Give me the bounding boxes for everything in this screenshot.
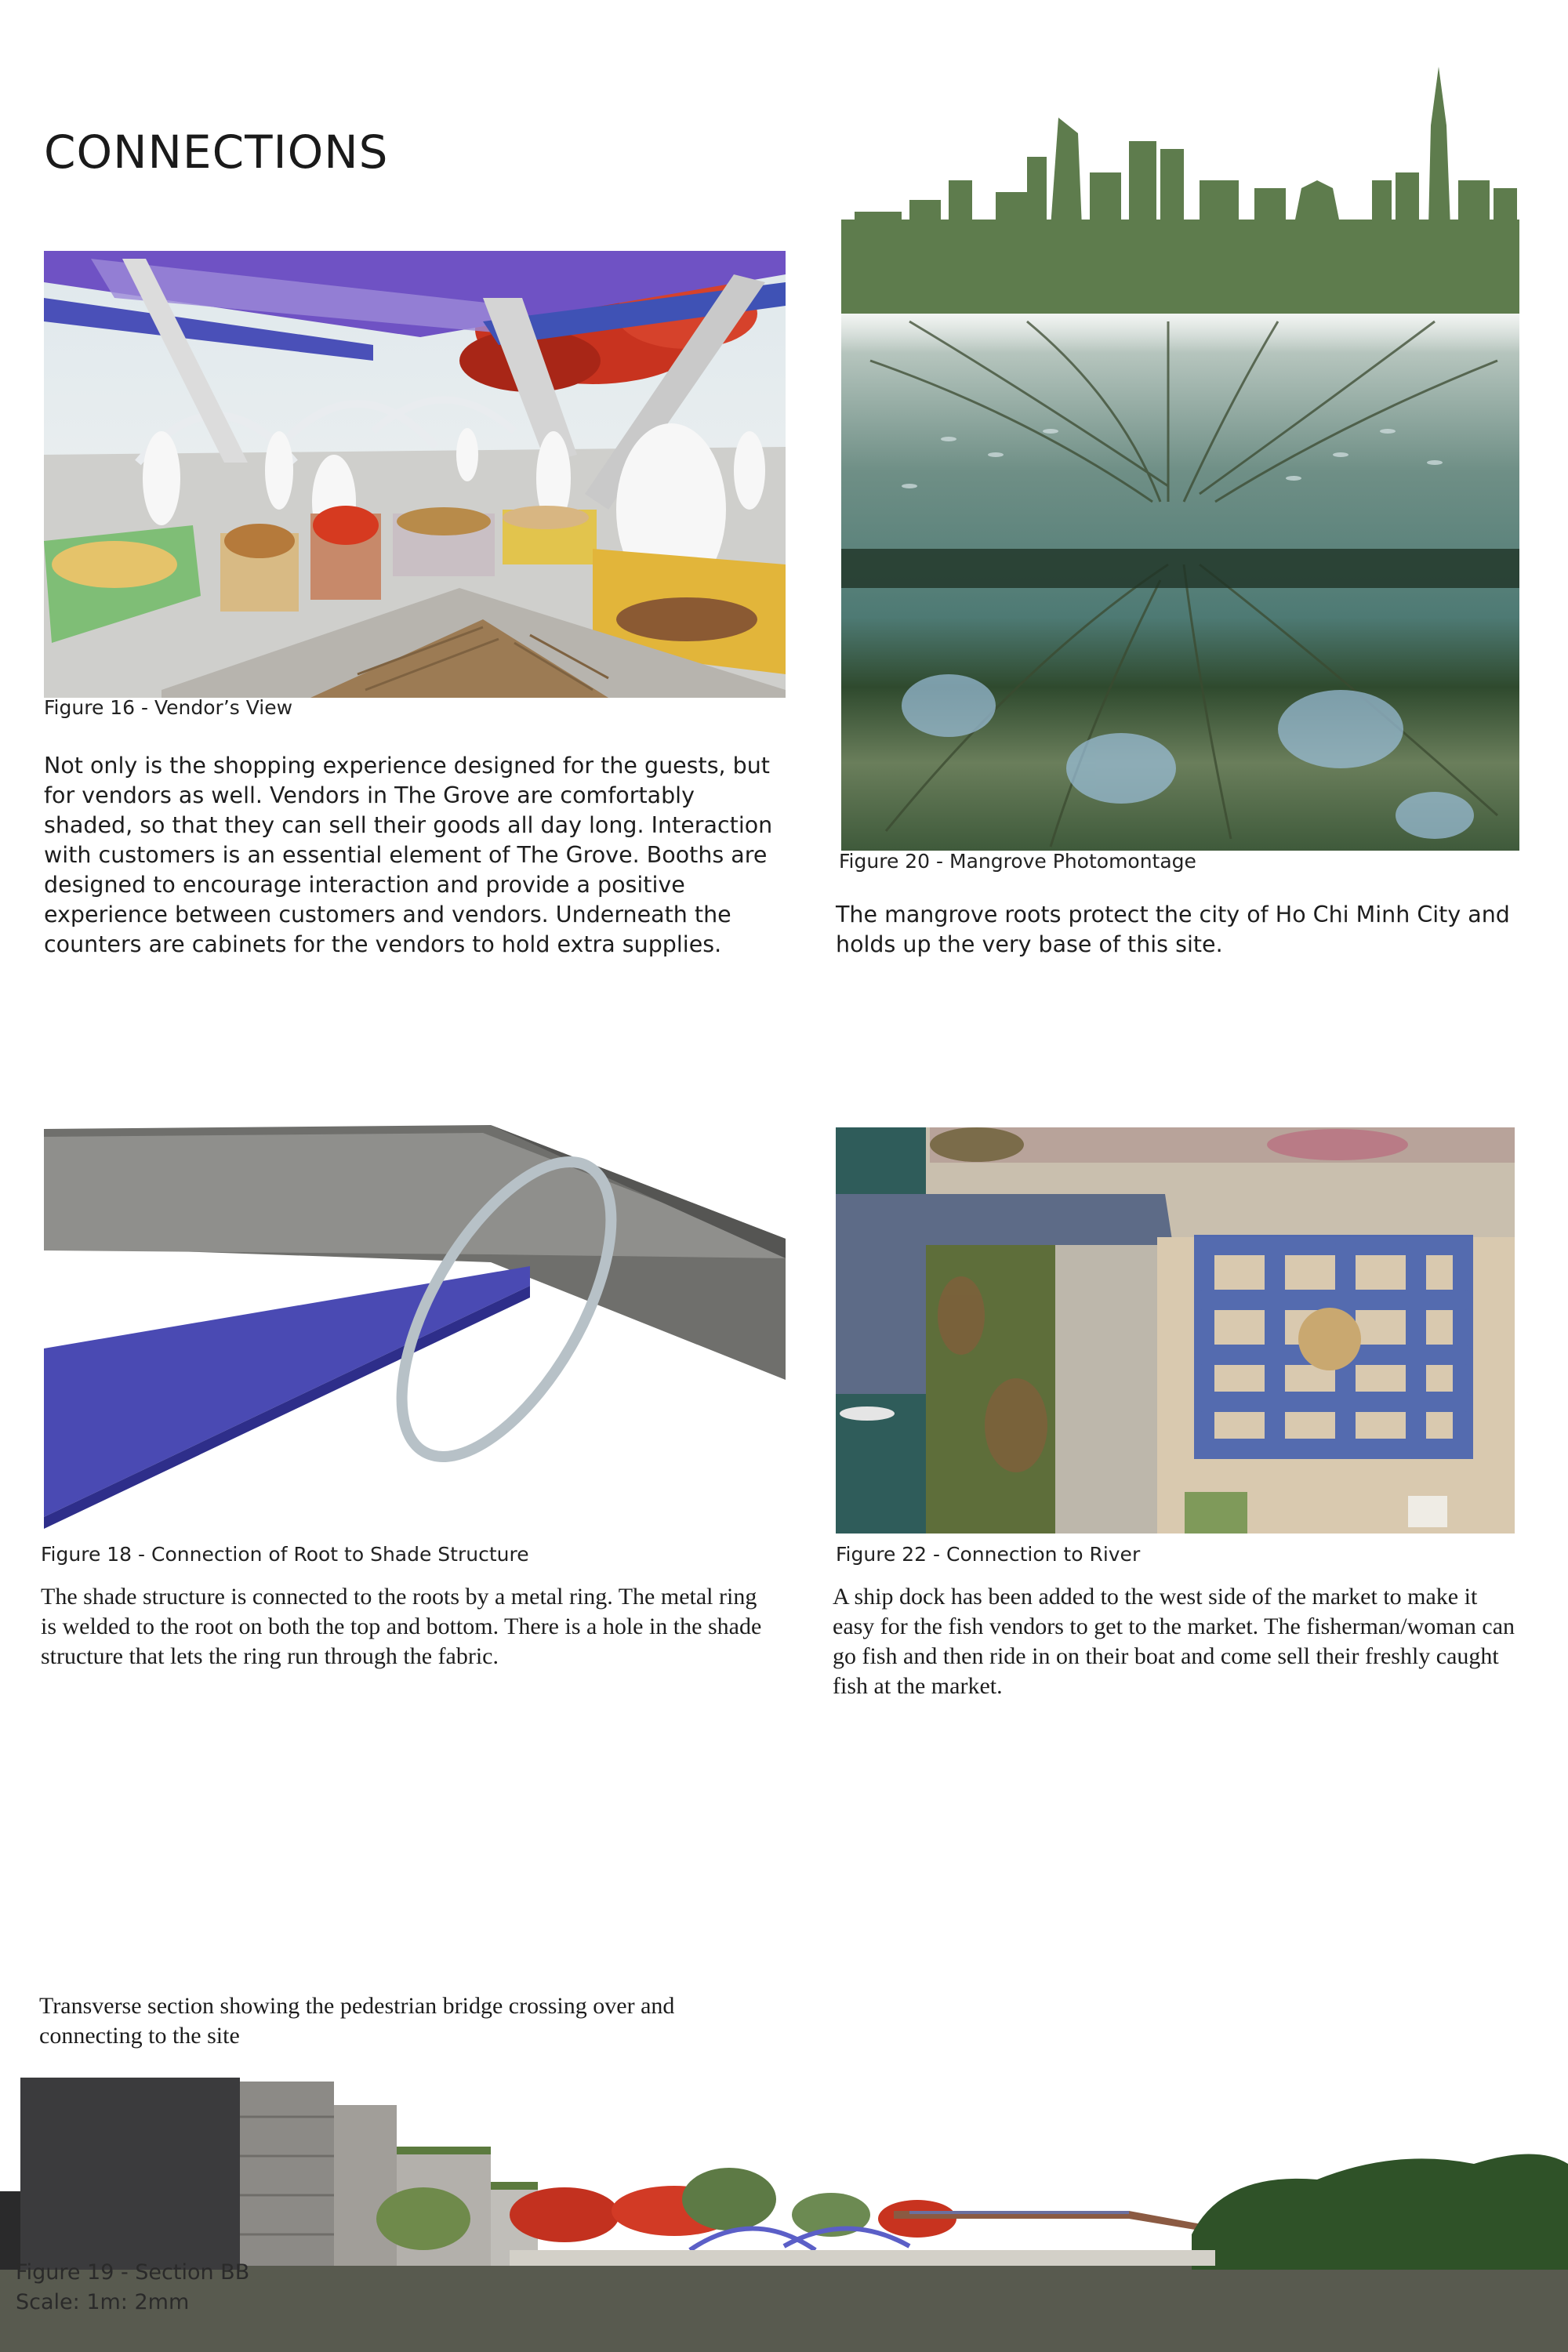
figure-22-caption: Figure 22 - Connection to River: [836, 1543, 1141, 1566]
figure-22-text: A ship dock has been added to the west side of the market to make it easy for the fish vendors to get to the market. The fisherman/woman can go fish and then ride in on their boat and come sell their freshly caught fish at the market.: [833, 1584, 1515, 1699]
figure-19-scale: Scale: 1m: 2mm: [16, 2290, 190, 2314]
figure-18-caption: Figure 18 - Connection of Root to Shade Structure: [41, 1543, 529, 1566]
root-shade-connection-diagram: [44, 1121, 786, 1529]
figure-16-caption: Figure 16 - Vendor’s View: [44, 696, 293, 719]
figure-19-caption: Figure 19 - Section BB: [16, 2260, 250, 2285]
river-connection-plan: [836, 1127, 1515, 1534]
figure-16-text: Not only is the shopping experience designed for the guests, but for vendors as well. Vendors in The Grove are comfortably shaded, so that they can sell their goods all day long. Interaction with customers is an essential element of The Grove. Booths are designed to encourage interaction and provide a positive experience between customers and vendors. Underneath the counters are cabinets for the vendors to hold extra supplies.: [44, 753, 773, 957]
figure-20-text: The mangrove roots protect the city of Ho Chi Minh City and holds up the very base of this site.: [836, 902, 1510, 957]
vendor-view-render: [44, 251, 786, 698]
mangrove-photomontage: [792, 63, 1568, 851]
section-intro-text: Transverse section showing the pedestrian bridge crossing over and connecting to the site: [39, 1993, 675, 2049]
figure-18-text: The shade structure is connected to the roots by a metal ring. The metal ring is welded to the root on both the top and bottom. There is a hole in the shade structure that lets the ring run through the fabric.: [41, 1584, 762, 1669]
figure-20-caption: Figure 20 - Mangrove Photomontage: [839, 850, 1196, 873]
page-title: CONNECTIONS: [44, 125, 389, 179]
section-bb-drawing: [0, 2062, 1568, 2352]
